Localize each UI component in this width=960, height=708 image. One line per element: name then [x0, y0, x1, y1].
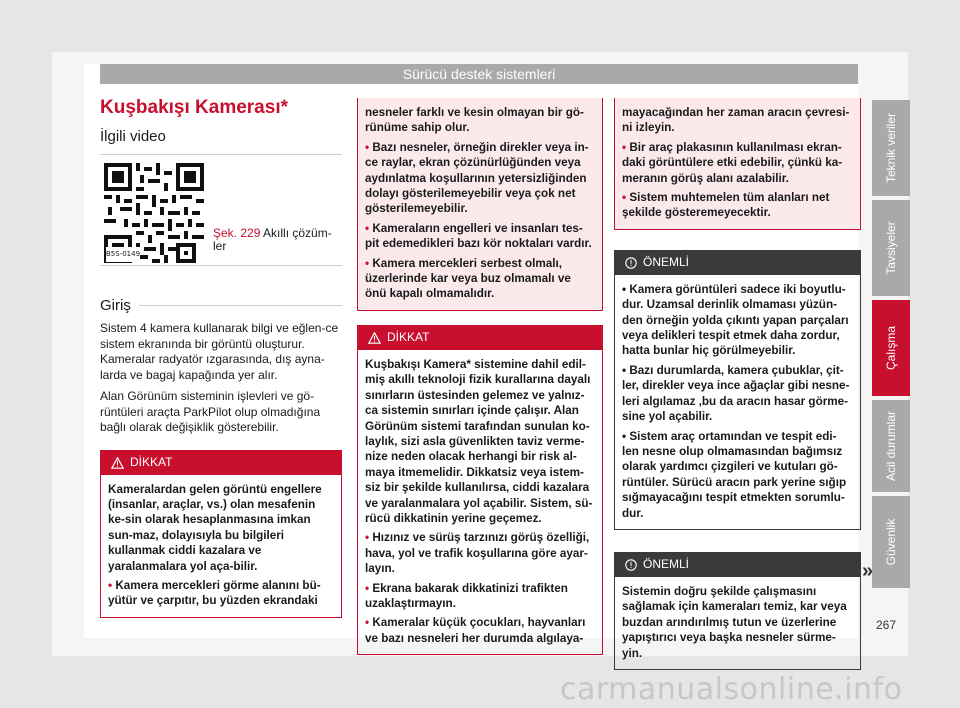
watermark: carmanualsonline.info [560, 672, 903, 707]
list-item-text: Kamera mercekleri görme alanını bü-yütür ve çarpıtır, bu yüzden ekrandaki [108, 578, 321, 608]
info-circle-icon [625, 257, 637, 269]
section-title-text: Giriş [100, 297, 131, 314]
warning-box-continued [357, 98, 603, 311]
warning-body [101, 475, 341, 617]
continue-arrow-icon: » [862, 560, 874, 582]
bullet-icon: • [365, 531, 370, 545]
figure-code: B5S-0149 [106, 247, 140, 262]
figure-caption-text: Akıllı çözüm-ler [213, 226, 332, 253]
paragraph: Sistem 4 kamera kullanarak bilgi ve eğlen-ce sistem ekranında bir görüntü oluşturur. Kameralar radyatör ızgarasında, dış ayna-larda ve bagaj kapağında yer alır. [100, 321, 339, 382]
figure [100, 154, 342, 266]
tab-calisma[interactable] [872, 300, 910, 396]
bullet-icon: • [365, 581, 370, 595]
column-1 [100, 96, 342, 618]
bullet-icon: • [622, 140, 627, 154]
list-item-text: Bazı durumlarda, kamera çubuklar, çit-ler, direkler veya ince ağaçlar gibi nesne-leri algılamaz ,bu da aracın hasar görme-sine yol açabilir. [622, 363, 850, 424]
list-item-text: Sistem muhtemelen tüm alanları net şekilde gösteremeyecektir. [622, 191, 830, 220]
tab-label: Güvenlik [884, 518, 898, 566]
notice-body [615, 275, 860, 529]
column-3 [614, 98, 861, 670]
bullet-icon: • [622, 191, 627, 205]
bullet-icon: • [365, 140, 370, 154]
warning-header-label: DİKKAT [130, 455, 173, 469]
notice-text: Sistemin doğru şekilde çalışmasını sağlamak için kameraları temiz, kar veya buzdan arındırılmış tutun ve üzerlerine yapıştırıcı veya başka nesneler sürme-yin. [622, 584, 847, 660]
warning-text: Kameralardan gelen görüntü engellere (insanlar, araçlar, vs.) olan mesafenin ke-sin olarak hesaplanmasına imkan sun-maz, dolayısıyla bu bilgileri kullanmak ciddi kazalara ve yaralanmalara yol aça-bilir. [108, 482, 322, 573]
list-item [622, 429, 853, 521]
list-item [365, 256, 595, 302]
warning-triangle-icon [111, 457, 124, 469]
tab-label: Acil durumlar [884, 410, 898, 482]
list-item-text: Kameraların engelleri ve insanları tes-pit edemedikleri bazı kör noktaları vardır. [365, 221, 592, 251]
notice-header [615, 251, 860, 275]
tab-guvenlik[interactable] [872, 496, 910, 588]
notice-body [615, 577, 860, 669]
warning-header [358, 326, 602, 350]
list-item [622, 282, 853, 359]
warning-text: Kuşbakışı Kamera* sistemine dahil edil-miş akıllı teknoloji fizik kurallarına dayalı sınırların üstesinden gelemez ve yalnız-ca sistemin sınırları içinde çalışır. Alan Görünüm sistemi tarafından sunulan ko-laylık, sizi asla güvenlikten taviz verme-nize neden olacak herhangi bir risk al-maya itmemelidir. Dikkatsiz veya istem-siz bir şekilde kullanılırsa, ciddi kazalara ve yaralanmalara yol açabilir. Sistem, sü-rücü dikkatinin yerine geçemez. [365, 357, 593, 525]
list-item-text: Kamera görüntüleri sadece iki boyutlu-dur. Uzamsal derinlik olmaması yüzün-den örneğin yolda çıkıntı yapan parçaları veya delikleri tespit etmek daha zordur, hatta bunlar hiç görülmeyebilir. [622, 282, 849, 358]
page-number: 267 [876, 618, 897, 632]
info-circle-icon [625, 559, 637, 571]
warning-text: nesneler farklı ve kesin olmayan bir gö-rünüme sahip olur. [365, 106, 584, 135]
column-2 [357, 98, 603, 655]
bullet-icon: • [365, 256, 370, 270]
warning-body [615, 98, 860, 229]
warning-triangle-icon [368, 332, 381, 344]
tab-acil-durumlar[interactable] [872, 400, 910, 492]
list-item-text: Hızınız ve sürüş tarzınızı görüş özelliği, hava, yol ve trafik koşullarına göre ayar-layın. [365, 531, 590, 576]
tab-label: Teknik veriler [884, 112, 898, 184]
figure-caption [213, 227, 338, 253]
tab-tavsiyeler[interactable] [872, 200, 910, 296]
chapter-tabs [872, 100, 910, 592]
list-item-text: Bazı nesneler, örneğin direkler veya in-ce raylar, ekran çözünürlüğünden veya aydınlatma koşullarının yetersizliğinden dolayı gösterilemeyebilir veya çok net gösterilemeyebilir. [365, 140, 589, 216]
figure-number: Şek. 229 [213, 226, 261, 240]
list-item [365, 615, 595, 646]
list-item-text: Ekrana bakarak dikkatinizi trafikten uzaklaştırmayın. [365, 581, 568, 610]
list-item-text: Kamera mercekleri serbest olmalı, üzerlerinde kar veya buz olmamalı ve önü kapalı olmamalıdır. [365, 256, 571, 301]
list-item [108, 578, 334, 609]
list-item [365, 140, 595, 217]
tab-label: Tavsiyeler [884, 221, 898, 275]
warning-box-continued [614, 98, 861, 230]
page-title: Kuşbakışı Kamerası* [100, 97, 288, 118]
section-title [100, 298, 342, 313]
section-rule [139, 305, 342, 306]
notice-header-label: ÖNEMLİ [643, 557, 690, 572]
paragraph: Alan Görünüm sisteminin işlevleri ve gö-rüntüleri araçta ParkPilot olup olmadığına bağlı olarak değişiklik gösterebilir. [100, 389, 321, 434]
list-item-text: Kameralar küçük çocukları, hayvanları ve bazı nesneleri her durumda algılaya- [365, 616, 586, 645]
bullet-icon: • [622, 429, 627, 443]
notice-header-label: ÖNEMLİ [643, 255, 690, 270]
list-item [622, 363, 853, 425]
video-subtitle: İlgili video [100, 128, 166, 145]
bullet-icon: • [622, 282, 627, 296]
warning-box [100, 450, 342, 618]
bullet-icon: • [108, 578, 113, 592]
tab-teknik-veriler[interactable] [872, 100, 910, 196]
bullet-icon: • [365, 221, 370, 235]
warning-body [358, 98, 602, 310]
warning-header-label: DİKKAT [387, 330, 430, 345]
notice-box [614, 250, 861, 530]
warning-body [358, 350, 602, 654]
list-item [622, 190, 853, 221]
notice-header [615, 553, 860, 577]
list-item [365, 221, 595, 252]
list-item-text: Sistem araç ortamından ve tespit edi-len nesne olup olmamasından bağımsız olarak yardımcı çizgileri ve kutuları gö-rüntüler. Sürücü aracın park yerine sığıp sığmayacağını tespit etmekten sorumlu-dur. [622, 429, 847, 520]
chapter-header: Sürücü destek sistemleri [100, 64, 858, 84]
warning-text: mayacağından her zaman aracın çevresi-ni izleyin. [622, 106, 850, 135]
bullet-icon: • [622, 363, 627, 377]
list-item-text: Bir araç plakasının kullanılması ekran-daki görüntülere etki edebilir, çünkü ka-meranın görüş alanı azalabilir. [622, 140, 843, 185]
list-item [365, 581, 595, 612]
bullet-icon: • [365, 616, 370, 630]
list-item [622, 140, 853, 186]
tab-label: Çalışma [884, 325, 898, 371]
warning-box [357, 325, 603, 655]
list-item [365, 530, 595, 576]
notice-box [614, 552, 861, 670]
warning-header [101, 451, 341, 475]
